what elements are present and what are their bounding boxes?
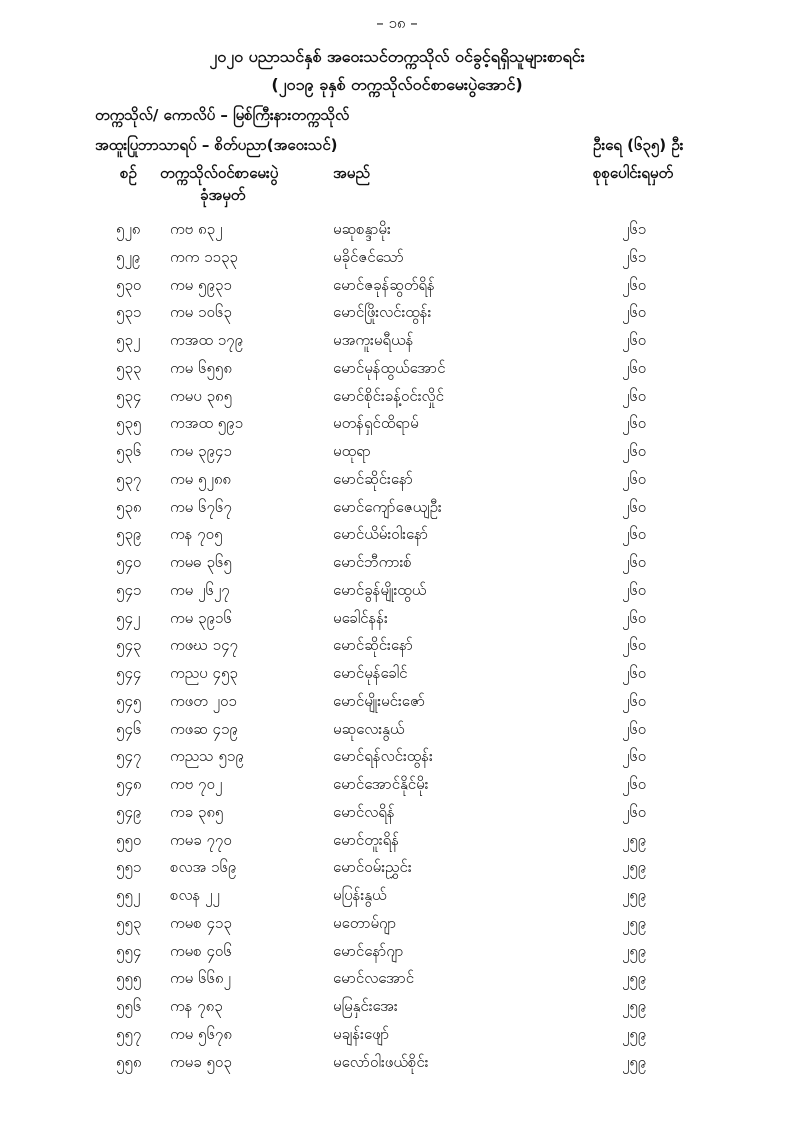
roll-number: ကညပ ၄၅၃ (170, 664, 238, 682)
roll-number: ကမ ၁၀၆၃ (170, 303, 232, 322)
table-row (0, 662, 794, 690)
roll-number: ကမခ ၅၀၃ (170, 1052, 232, 1071)
roll-number: စလအ ၁၆၉ (170, 858, 237, 877)
total-mark: ၂၆၀ (622, 580, 647, 599)
student-name: မခေါင်နန်း (333, 608, 388, 627)
row-number: ၅၃၀ (116, 275, 142, 294)
roll-number: ကမ ၂၆၂၇ (170, 580, 230, 599)
row-number: ၅၅၈ (116, 1052, 142, 1071)
roll-number: ကခ ၃၈၅ (170, 802, 224, 821)
student-name: မထုရာ (333, 442, 371, 460)
row-number: ၅၃၆ (116, 442, 142, 460)
row-number: ၅၅၀ (116, 830, 142, 849)
total-mark: ၂၆၀ (622, 691, 647, 710)
student-name: မခိုင်ဇင်သော် (333, 247, 404, 266)
total-mark: ၂၆၀ (622, 664, 647, 682)
roll-number: ကဖဃ ၁၄၇ (170, 636, 238, 655)
row-number: ၅၃၂ (116, 331, 141, 349)
total-mark: ၂၅၉ (622, 941, 647, 960)
roll-number: ကမ ၆၇၆၇ (170, 497, 232, 516)
roll-number: ကဗ ၇၀၂ (170, 775, 223, 793)
student-name: မောင်မုန်ထွယ်အောင် (333, 358, 446, 377)
roll-number: ကအထ ၅၉၁ (170, 414, 244, 433)
table-row (0, 995, 794, 1023)
row-number: ၅၅၅ (116, 969, 142, 988)
total-mark: ၂၆၀ (622, 275, 647, 294)
roll-number: ကမ ၆၆၈၂ (170, 969, 231, 988)
row-number: ၅၄၂ (116, 608, 141, 627)
table-row (0, 301, 794, 329)
total-mark: ၂၆၀ (622, 608, 647, 627)
page-number: – ၁၈ – (376, 14, 418, 32)
total-mark: ၂၆၀ (622, 303, 647, 322)
document-title: ၂၀၂၀ ပညာသင်နှစ် အဝေးသင်တက္ကသိုလ် ဝင်ခွင့်ရရှိသူများစာရင်း (209, 47, 585, 66)
subject-label: အထူးပြုဘာသာရပ် – စိတ်ပညာ(အဝေးသင်) (95, 136, 338, 154)
row-number: ၅၅၆ (116, 997, 142, 1015)
total-mark: ၂၅၉ (622, 1052, 647, 1071)
row-number: ၅၅၄ (116, 941, 142, 960)
student-name: မောင်ဇခုန်ဆွတ်ရိန် (333, 275, 435, 294)
row-number: ၅၃၉ (116, 525, 142, 544)
roll-number: ကညသ ၅၁၉ (170, 747, 244, 766)
student-name: မချန်းဖျော် (333, 1024, 390, 1043)
table-row (0, 496, 794, 524)
student-name: မဆုလေးနွယ် (333, 719, 405, 738)
total-mark: ၂၆၀ (622, 525, 647, 544)
university-label: တက္ကသိုလ်/ ကောလိပ် – မြစ်ကြီးနားတက္ကသိုလ် (95, 106, 350, 124)
total-mark: ၂၆၀ (622, 469, 647, 488)
total-mark: ၂၆၀ (622, 802, 647, 821)
row-number: ၅၃၁ (116, 303, 142, 322)
table-header-roll-line2: ခုံအမှတ် (200, 186, 246, 204)
roll-number: ကမစ ၄၁၃ (170, 913, 232, 932)
row-number: ၅၃၃ (116, 358, 142, 377)
roll-number: ကဖတ ၂၀၁ (170, 691, 237, 710)
table-row (0, 856, 794, 884)
row-number: ၅၄၀ (116, 553, 142, 571)
roll-number: ကက ၁၁၃၃ (170, 247, 238, 266)
table-row (0, 967, 794, 995)
student-name: မပြန်းနွယ် (333, 886, 387, 904)
row-number: ၅၄၉ (116, 802, 142, 821)
roll-number: ကမ ၅၆၇၈ (170, 1024, 232, 1043)
student-name: မတောမ်ဂျာ (333, 913, 397, 932)
row-number: ၅၃၅ (116, 414, 142, 433)
total-mark: ၂၆၀ (622, 414, 647, 433)
row-number: ၅၄၆ (116, 719, 142, 738)
table-row (0, 745, 794, 773)
roll-number: ကဖဆ ၄၁၉ (170, 719, 238, 738)
row-number: ၅၂၉ (116, 247, 141, 266)
total-mark: ၂၆၀ (622, 636, 647, 655)
table-row (0, 468, 794, 496)
table-row (0, 773, 794, 801)
row-number: ၅၅၁ (116, 858, 142, 877)
total-mark: ၂၅၉ (622, 858, 647, 877)
total-mark: ၂၆၀ (622, 442, 647, 460)
roll-number: ကန ၇၀၅ (170, 525, 223, 544)
row-number: ၅၄၄ (116, 664, 142, 682)
student-name: မောင်စိုင်းခန့်ဝင်းလှိုင် (333, 386, 444, 405)
roll-number: စလန ၂၂ (170, 886, 220, 904)
quota-label: ဦးရေ (၆၃၅) ဦး (593, 136, 684, 154)
row-number: ၅၃၈ (116, 497, 142, 516)
student-name: မဆုစန္ဒာမိုး (333, 220, 391, 238)
student-name: မတန်ရှင်ထိရာမ် (333, 414, 419, 433)
total-mark: ၂၆၁ (622, 220, 647, 238)
roll-number: ကမ ၃၉၄၁ (170, 442, 232, 460)
roll-number: ကမ ၃၉၁၆ (170, 608, 232, 627)
student-table (0, 218, 794, 1078)
table-row (0, 357, 794, 385)
table-row (0, 801, 794, 829)
row-number: ၅၄၃ (116, 636, 142, 655)
table-row (0, 523, 794, 551)
total-mark: ၂၅၉ (622, 913, 647, 932)
student-name: မောင်မုန်ခေါင် (333, 664, 408, 682)
roll-number: ကမစ ၄၀၆ (170, 941, 232, 960)
student-name: မောင်ဘီကားစ် (333, 553, 412, 571)
total-mark: ၂၆၀ (622, 331, 647, 349)
table-row (0, 1051, 794, 1079)
table-row (0, 246, 794, 274)
student-name: မောင်ကျော်ဇေယျဦး (333, 497, 442, 516)
total-mark: ၂၆၀ (622, 497, 647, 516)
table-row (0, 412, 794, 440)
total-mark: ၂၅၉ (622, 830, 647, 849)
student-name: မောင်လအောင် (333, 969, 415, 988)
row-number: ၅၄၈ (116, 775, 142, 793)
roll-number: ကမဓ ၃၆၅ (170, 553, 232, 571)
student-name: မောင်မျိုးမင်းဇော် (333, 691, 426, 710)
table-row (0, 912, 794, 940)
table-row (0, 440, 794, 468)
roll-number: ကမ ၅၉၃၁ (170, 275, 232, 294)
row-number: ၅၅၂ (116, 886, 141, 904)
student-name: မအကူးမရီယန် (333, 331, 414, 349)
table-row (0, 634, 794, 662)
student-name: မောင်ယိမ်းဝါးနော် (333, 525, 429, 544)
row-number: ၅၂၈ (116, 220, 141, 238)
total-mark: ၂၆၀ (622, 747, 647, 766)
roll-number: ကမ ၅၂၈၈ (170, 469, 231, 488)
total-mark: ၂၆၀ (622, 719, 647, 738)
table-row (0, 579, 794, 607)
total-mark: ၂၅၉ (622, 969, 647, 988)
student-name: မမြနှင်းအေး (333, 997, 398, 1015)
table-row (0, 718, 794, 746)
student-name: မောင်ခွန်မျိုးထွယ် (333, 580, 427, 599)
table-row (0, 329, 794, 357)
table-row (0, 274, 794, 302)
total-mark: ၂၆၀ (622, 386, 647, 405)
total-mark: ၂၆၀ (622, 358, 647, 377)
row-number: ၅၅၇ (116, 1024, 142, 1043)
total-mark: ၂၅၉ (622, 1024, 647, 1043)
student-name: မောင်နော်ဂျာ (333, 941, 404, 960)
row-number: ၅၃၇ (116, 469, 142, 488)
student-name: မောင်ဖြိုးလင်းထွန်း (333, 303, 432, 322)
roll-number: ကမပ ၃၈၅ (170, 386, 233, 405)
total-mark: ၂၆၀ (622, 775, 647, 793)
roll-number: ကမ ၆၅၅၈ (170, 358, 232, 377)
row-number: ၅၄၇ (116, 747, 142, 766)
table-row (0, 1023, 794, 1051)
table-header-mark: စုစုပေါင်းရမှတ် (593, 164, 674, 182)
total-mark: ၂၆၀ (622, 553, 647, 571)
table-row (0, 218, 794, 246)
student-name: မောင်လရိန် (333, 802, 395, 821)
table-row (0, 829, 794, 857)
table-header-no: စဉ် (120, 164, 137, 182)
student-name: မလော်ဝါးဖယ်စိုင်း (333, 1052, 429, 1071)
table-row (0, 690, 794, 718)
student-name: မောင်ရန်လင်းထွန်း (333, 747, 433, 766)
row-number: ၅၃၄ (116, 386, 142, 405)
roll-number: ကဗ ၈၃၂ (170, 220, 223, 238)
student-name: မောင်ဆိုင်းနော် (333, 636, 413, 655)
roll-number: ကန ၇၈၃ (170, 997, 223, 1015)
table-header-name: အမည် (333, 164, 370, 182)
student-name: မောင်ဝမ်းညွှင်း (333, 858, 412, 877)
student-name: မောင်တူးရိန် (333, 830, 399, 849)
row-number: ၅၄၅ (116, 691, 142, 710)
row-number: ၅၄၁ (116, 580, 142, 599)
table-row (0, 940, 794, 968)
student-name: မောင်ဆိုင်းနော် (333, 469, 413, 488)
table-header-roll: တက္ကသိုလ်ဝင်စာမေးပွဲ (160, 164, 279, 182)
row-number: ၅၅၃ (116, 913, 142, 932)
total-mark: ၂၆၁ (622, 247, 647, 266)
table-row (0, 385, 794, 413)
table-row (0, 607, 794, 635)
roll-number: ကမခ ၇၇၀ (170, 830, 232, 849)
student-name: မောင်အောင်နိုင်မိုး (333, 775, 429, 793)
roll-number: ကအထ ၁၇၉ (170, 331, 244, 349)
table-row (0, 884, 794, 912)
total-mark: ၂၅၉ (622, 886, 647, 904)
total-mark: ၂၅၉ (622, 997, 647, 1015)
table-row (0, 551, 794, 579)
document-subtitle: (၂၀၁၉ ခုနှစ် တက္ကသိုလ်ဝင်စာမေးပွဲအောင်) (271, 75, 523, 94)
